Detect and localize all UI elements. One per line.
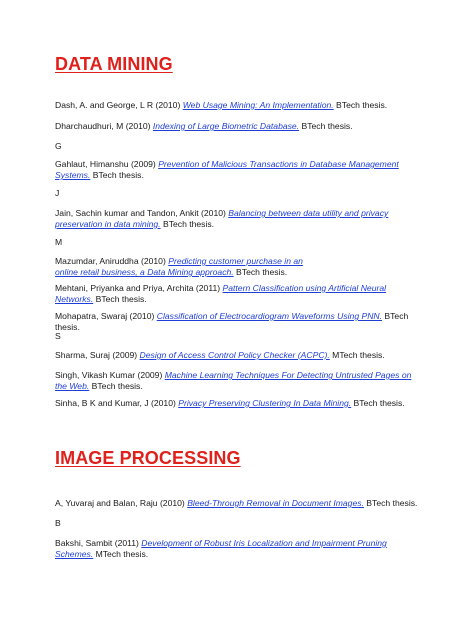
reference-authors: Sinha, B K and Kumar, J (2010) [55,398,179,408]
section-heading-data-mining: DATA MINING [55,54,173,74]
index-letter: S [55,331,61,341]
reference-authors: A, Yuvaraj and Balan, Raju (2010) [55,498,188,508]
reference-entry [55,256,305,278]
reference-entry [55,538,420,560]
reference-title-link[interactable]: Balancing between data utility and privacy preservation in data mining. [55,208,389,229]
index-letter: M [55,237,63,247]
reference-authors: Mehtani, Priyanka and Priya, Archita (2011) [55,283,223,293]
reference-type: BTech thesis. [55,311,409,332]
reference-title-link[interactable]: Indexing of Large Biometric Database. [152,121,300,131]
reference-type: MTech thesis. [329,350,385,360]
reference-type: BTech thesis. [93,294,147,304]
index-letter: G [55,141,62,151]
reference-title-link[interactable]: Predicting customer purchase in an online retail business, a Data Mining approach. [55,256,303,277]
reference-authors: Dash, A. and George, L R (2010) [55,100,183,110]
reference-title-link[interactable]: Classification of Electrocardiogram Waveforms Using PNN. [156,311,383,321]
reference-type: BTech thesis. [160,219,215,229]
reference-authors: Gahlaut, Himanshu (2009) [55,159,159,169]
reference-type: BTech thesis. [333,100,388,110]
reference-title-link[interactable]: Prevention of Malicious Transactions in Database Management Systems. [55,159,399,180]
reference-title-link[interactable]: Web Usage Mining: An Implementation. [182,100,334,110]
reference-type: BTech thesis. [233,267,288,277]
reference-authors: Bakshi, Sambit (2011) [55,538,142,548]
reference-type: BTech thesis. [89,381,143,391]
reference-title-link[interactable]: Design of Access Control Policy Checker (ACPC). [139,350,330,360]
reference-type: BTech thesis. [363,498,418,508]
reference-entry [55,283,420,305]
index-letter: B [55,518,61,528]
section-heading-image-processing: IMAGE PROCESSING [55,448,241,468]
reference-authors: Jain, Sachin kumar and Tandon, Ankit (2010) [55,208,229,218]
reference-title-link[interactable]: Machine Learning Techniques For Detecting Untrusted Pages on the Web. [55,370,412,391]
reference-title-link[interactable]: Bleed-Through Removal in Document Images. [187,498,364,508]
reference-type: MTech thesis. [93,549,149,559]
reference-entry [55,498,420,509]
reference-authors: Mohapatra, Swaraj (2010) [55,311,157,321]
reference-authors: Dharchaudhuri, M (2010) [55,121,153,131]
reference-entry [55,121,420,132]
reference-title-link[interactable]: Privacy Preserving Clustering In Data Mining. [178,398,352,408]
reference-entry [55,208,420,230]
reference-entry [55,350,420,361]
reference-entry [55,100,420,111]
reference-entry [55,370,420,392]
reference-entry [55,398,420,409]
reference-type: BTech thesis. [299,121,353,131]
reference-authors: Mazumdar, Aniruddha (2010) [55,256,169,266]
reference-type: BTech thesis. [90,170,144,180]
reference-type: BTech thesis. [351,398,405,408]
index-letter: J [55,188,60,198]
reference-title-link[interactable]: Pattern Classification using Artificial Neural Networks. [55,283,387,304]
reference-entry [55,159,420,181]
reference-authors: Sharma, Suraj (2009) [55,350,140,360]
reference-entry [55,311,420,333]
reference-title-link[interactable]: Development of Robust Iris Localization and Impairment Pruning Schemes. [55,538,387,559]
reference-authors: Singh, Vikash Kumar (2009) [55,370,165,380]
